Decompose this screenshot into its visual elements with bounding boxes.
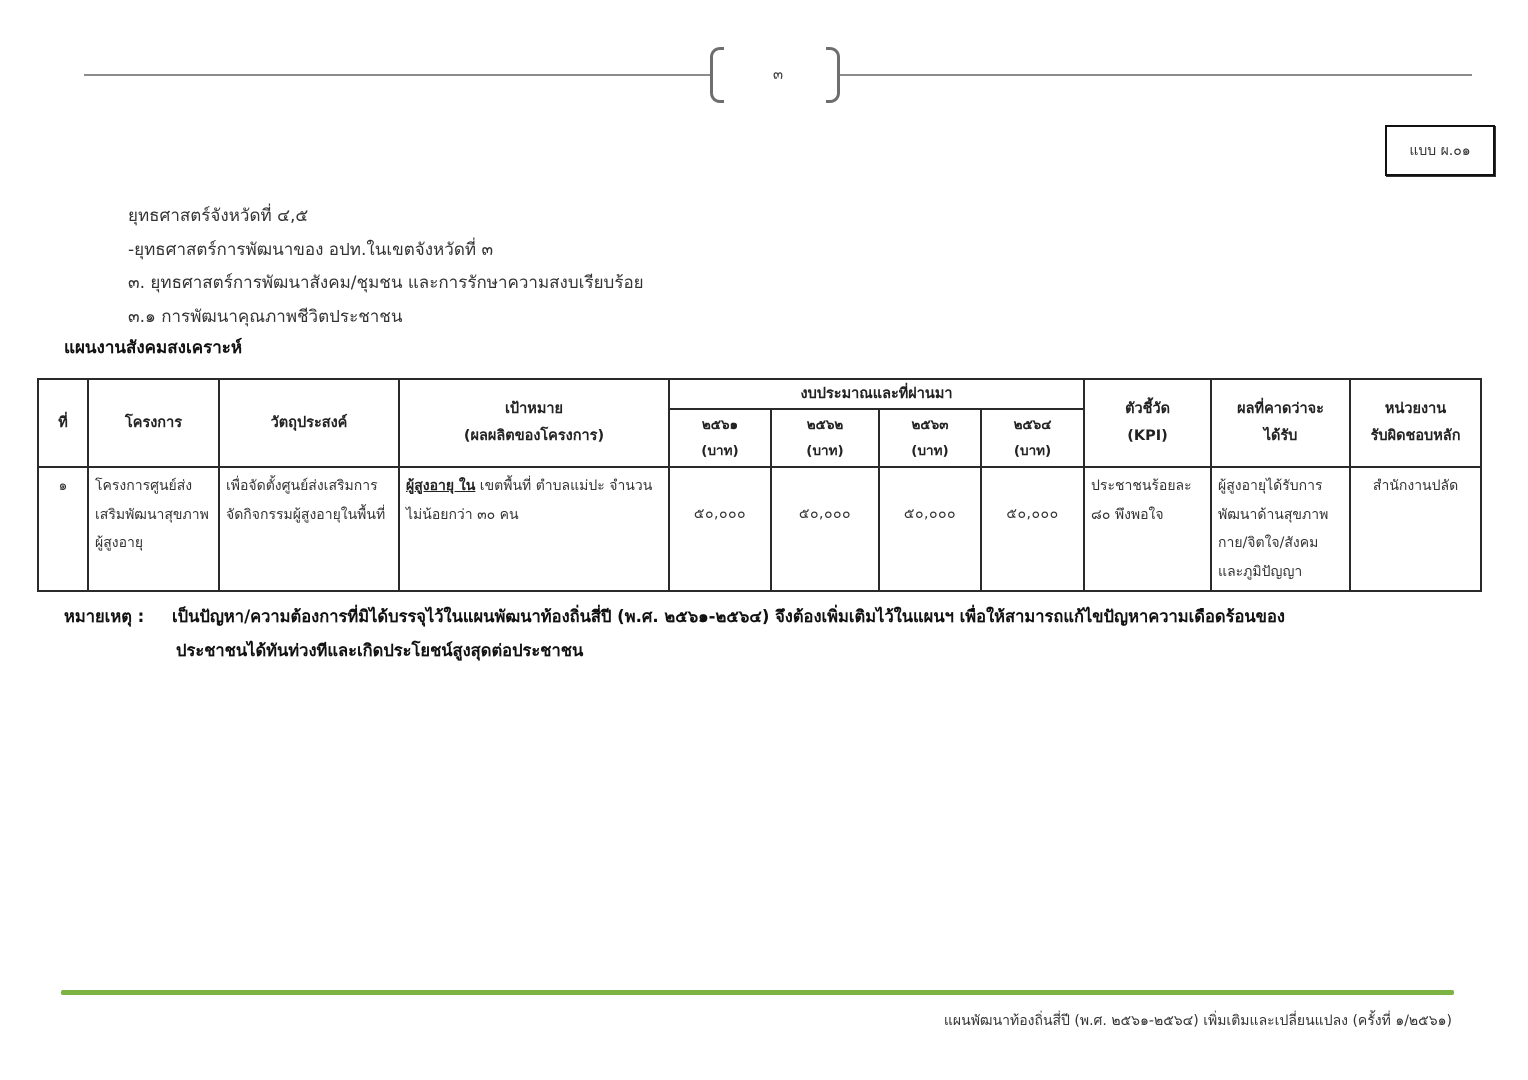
- header-rule-right: [840, 74, 1472, 76]
- header-year-label: ๒๕๖๒: [806, 417, 844, 433]
- cell-target-emphasis: ผู้สูงอายุ ใน: [406, 478, 476, 494]
- cell-objective: เพื่อจัดตั้งศูนย์ส่งเสริมการจัดกิจกรรมผู้สูงอายุในพื้นที่: [219, 467, 399, 591]
- strategy-line-social: ๓. ยุทธศาสตร์การพัฒนาสังคม/ชุมชน และการรักษาความสงบเรียบร้อย: [128, 273, 644, 293]
- header-project: โครงการ: [88, 379, 219, 467]
- header-expected-result: [1211, 379, 1350, 467]
- plan-title: แผนงานสังคมสงเคราะห์: [64, 338, 243, 358]
- header-year-label: ๒๕๖๓: [911, 417, 949, 433]
- strategy-line-province: ยุทธศาสตร์จังหวัดที่ ๔,๕: [128, 206, 309, 226]
- header-year-unit: (บาท): [806, 443, 844, 459]
- cell-target-rest: เขตพื้นที่ ตำบลแม่ปะ จำนวนไม่น้อยกว่า ๓๐ คน: [406, 478, 653, 523]
- header-year-label: ๒๕๖๔: [1013, 417, 1052, 433]
- remark-label: หมายเหตุ :: [64, 607, 145, 626]
- footer-text: แผนพัฒนาท้องถิ่นสี่ปี (พ.ศ. ๒๕๖๑-๒๕๖๔) เพิ่มเติมและเปลี่ยนแปลง (ครั้งที่ ๑/๒๕๖๑): [943, 1013, 1452, 1029]
- header-no: ที่: [38, 379, 88, 467]
- strategy-section: [128, 200, 644, 334]
- header-expected-line1: ผลที่คาดว่าจะ: [1237, 401, 1324, 417]
- header-year-2561: [669, 409, 771, 467]
- cell-budget-2562: ๕๐,๐๐๐: [771, 467, 879, 591]
- remark-section: [64, 600, 1464, 668]
- page-number: ๓: [772, 65, 784, 83]
- cell-budget-2564: ๕๐,๐๐๐: [981, 467, 1084, 591]
- header-kpi-line1: ตัวชี้วัด: [1125, 401, 1171, 417]
- header-year-2563: [879, 409, 981, 467]
- cell-no: ๑: [38, 467, 88, 591]
- form-code-label: แบบ ผ.๐๑: [1409, 142, 1471, 159]
- project-table: [37, 378, 1482, 592]
- remark-line-1: [64, 600, 1464, 634]
- header-target-line1: เป้าหมาย: [504, 401, 564, 417]
- header-kpi-line2: (KPI): [1127, 428, 1168, 444]
- cell-budget-2563: ๕๐,๐๐๐: [879, 467, 981, 591]
- close-bracket-icon: [826, 47, 840, 103]
- table-row: [38, 467, 1481, 591]
- header-budget-group: งบประมาณและที่ผ่านมา: [669, 379, 1084, 409]
- header-year-unit: (บาท): [701, 443, 739, 459]
- header-year-unit: (บาท): [1013, 443, 1052, 459]
- header-agency: [1350, 379, 1481, 467]
- open-bracket-icon: [710, 47, 724, 103]
- header-year-unit: (บาท): [911, 443, 949, 459]
- cell-project: โครงการศูนย์ส่งเสริมพัฒนาสุขภาพผู้สูงอายุ: [88, 467, 219, 591]
- form-code-box: [1385, 125, 1495, 176]
- header-expected-line2: ได้รับ: [1263, 428, 1298, 444]
- cell-agency: สำนักงานปลัด: [1350, 467, 1481, 591]
- header-year-2562: [771, 409, 879, 467]
- header-agency-line2: รับผิดชอบหลัก: [1370, 428, 1461, 444]
- header-kpi: [1084, 379, 1211, 467]
- cell-target: [399, 467, 669, 591]
- footer-rule: [61, 990, 1454, 995]
- header-year-2564: [981, 409, 1084, 467]
- header-year-label: ๒๕๖๑: [701, 417, 739, 433]
- remark-text-1: เป็นปัญหา/ความต้องการที่มิได้บรรจุไว้ในแผนพัฒนาท้องถิ่นสี่ปี (พ.ศ. ๒๕๖๑-๒๕๖๔) จึงต้องเพิ่มเติมไว้ในแผนฯ เพื่อให้สามารถแก้ไขปัญหาความเดือดร้อนของ: [172, 607, 1285, 626]
- header-rule-left: [84, 74, 712, 76]
- cell-expected-result: ผู้สูงอายุได้รับการพัฒนาด้านสุขภาพกาย/จิตใจ/สังคม และภูมิปัญญา: [1211, 467, 1350, 591]
- cell-budget-2561: ๕๐,๐๐๐: [669, 467, 771, 591]
- header-target-line2: (ผลผลิตของโครงการ): [463, 428, 605, 444]
- remark-text-2: ประชาชนได้ทันท่วงทีและเกิดประโยชน์สูงสุดต่อประชาชน: [176, 641, 584, 660]
- cell-kpi: ประชาชนร้อยละ ๘๐ พึงพอใจ: [1084, 467, 1211, 591]
- header-objective: วัตถุประสงค์: [219, 379, 399, 467]
- strategy-line-local-admin: -ยุทธศาสตร์การพัฒนาของ อปท.ในเขตจังหวัดที่ ๓: [128, 239, 494, 260]
- strategy-line-quality-of-life: ๓.๑ การพัฒนาคุณภาพชีวิตประชาชน: [128, 306, 403, 327]
- header-agency-line1: หน่วยงาน: [1384, 401, 1447, 417]
- header-target: [399, 379, 669, 467]
